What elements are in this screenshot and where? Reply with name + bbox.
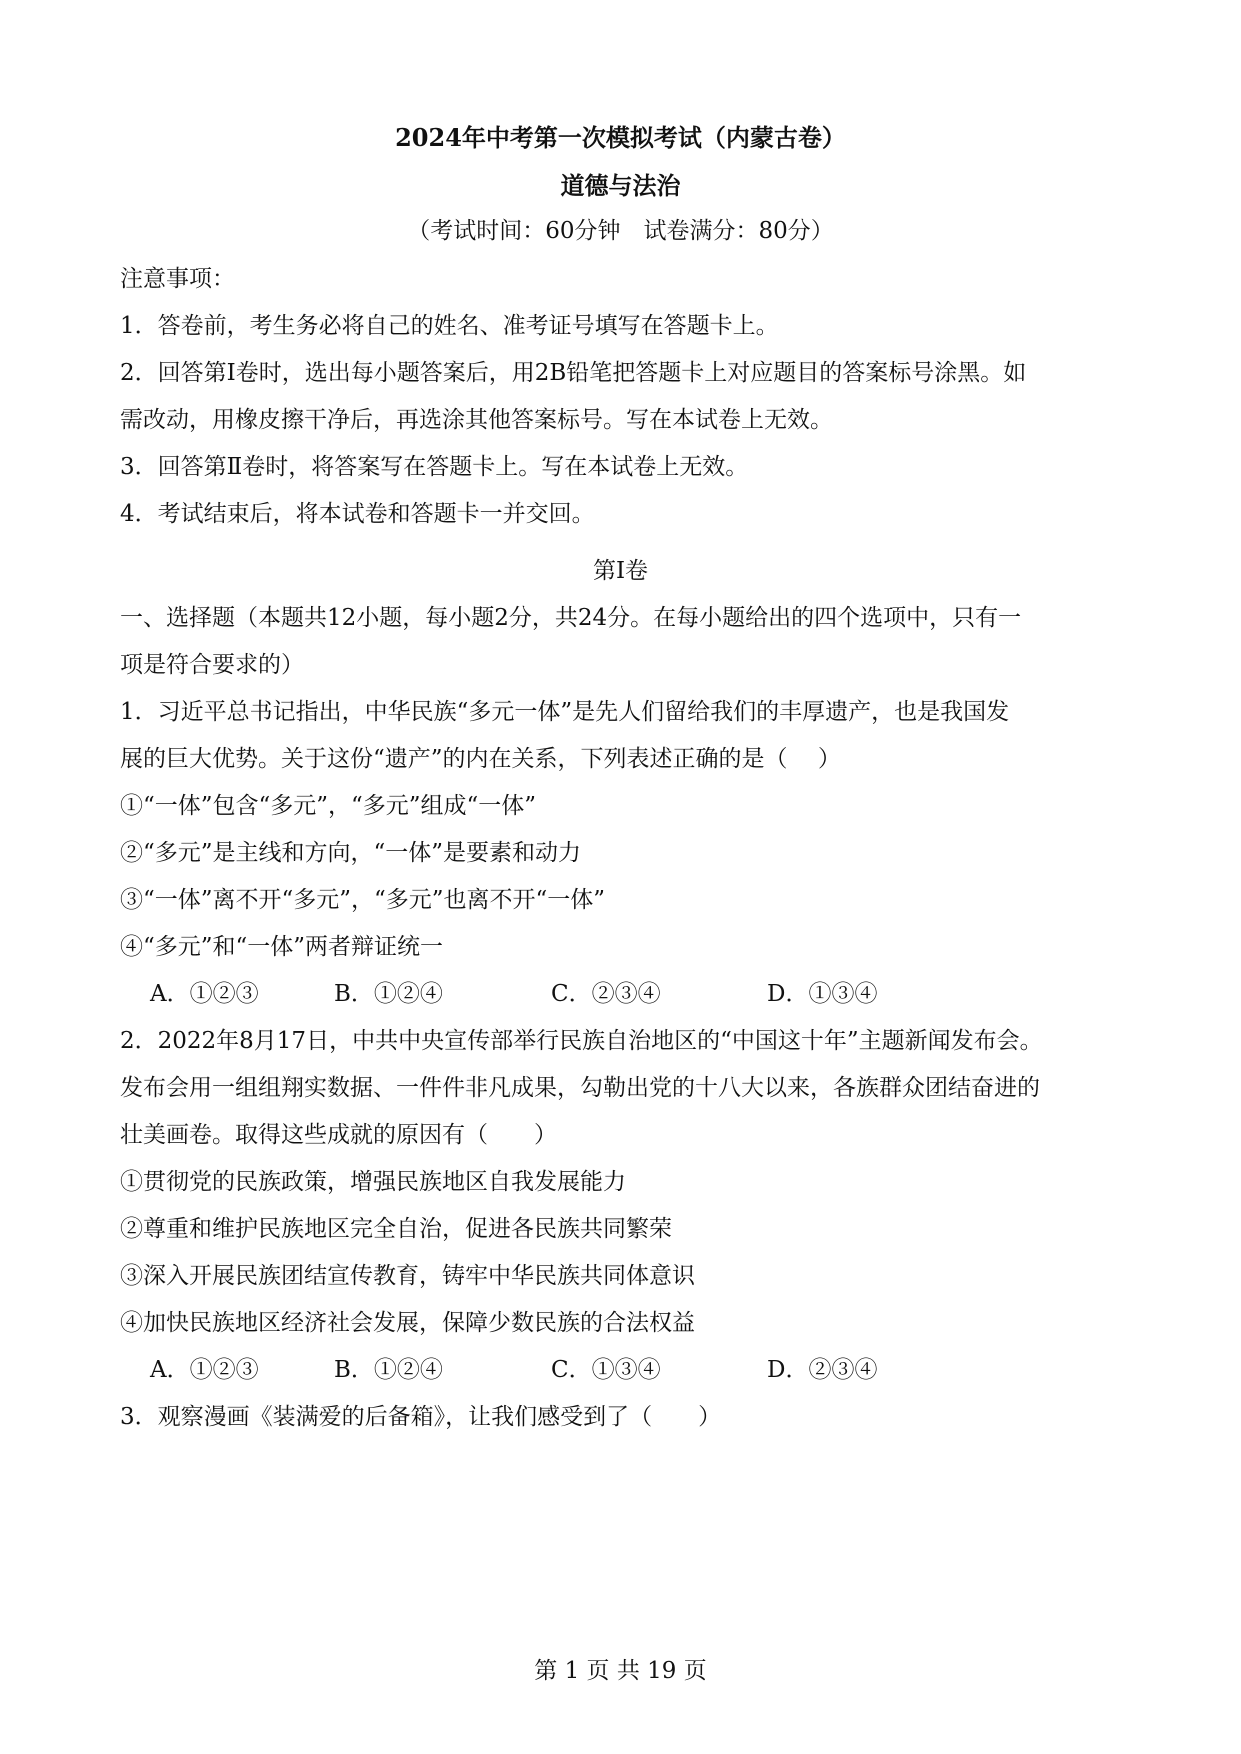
section-heading-line: 一、选择题（本题共12小题，每小题2分，共24分。在每小题给出的四个选项中，只有一 — [120, 605, 1022, 631]
question-stem-line: 壮美画卷。取得这些成就的原因有（ ） — [120, 1122, 557, 1148]
option-d: D．②③④ — [767, 1357, 878, 1383]
notice-heading: 注意事项： — [120, 266, 235, 292]
option-b: B．①②④ — [334, 981, 443, 1007]
question-stem-line: 3．观察漫画《装满爱的后备箱》，让我们感受到了（ ） — [120, 1404, 722, 1430]
notice-line: 2．回答第Ⅰ卷时，选出每小题答案后，用2B铅笔把答题卡上对应题目的答案标号涂黑。如 — [120, 360, 1027, 386]
statement: ②“多元”是主线和方向，“一体”是要素和动力 — [120, 840, 582, 866]
section-heading-line: 项是符合要求的） — [120, 652, 304, 678]
statement: ②尊重和维护民族地区完全自治，促进各民族共同繁荣 — [120, 1216, 672, 1242]
statement: ④加快民族地区经济社会发展，保障少数民族的合法权益 — [120, 1310, 695, 1336]
subject-title: 道德与法治 — [560, 171, 681, 200]
option-a: A．①②③ — [150, 1357, 259, 1383]
option-b: B．①②④ — [334, 1357, 443, 1383]
statement: ④“多元”和“一体”两者辩证统一 — [120, 934, 444, 960]
notice-line: 1．答卷前，考生务必将自己的姓名、准考证号填写在答题卡上。 — [120, 313, 779, 339]
notice-line: 3．回答第Ⅱ卷时，将答案写在答题卡上。写在本试卷上无效。 — [120, 454, 749, 480]
notice-line: 4．考试结束后，将本试卷和答题卡一并交回。 — [120, 501, 595, 527]
question-stem-line: 展的巨大优势。关于这份“遗产”的内在关系，下列表述正确的是（ ） — [120, 746, 841, 772]
exam-title: 2024年中考第一次模拟考试（内蒙古卷） — [395, 123, 846, 152]
option-a: A．①②③ — [150, 981, 259, 1007]
notice-line: 需改动，用橡皮擦干净后，再选涂其他答案标号。写在本试卷上无效。 — [120, 407, 833, 433]
option-c: C．②③④ — [551, 981, 661, 1007]
question-stem-line: 2．2022年8月17日，中共中央宣传部举行民族自治地区的“中国这十年”主题新闻发布会。 — [120, 1028, 1043, 1054]
option-d: D．①③④ — [767, 981, 878, 1007]
statement: ①贯彻党的民族政策，增强民族地区自我发展能力 — [120, 1169, 626, 1195]
exam-info: （考试时间：60分钟 试卷满分：80分） — [407, 218, 834, 244]
page-number: 第 1 页 共 19 页 — [534, 1658, 707, 1684]
volume-heading: 第Ⅰ卷 — [592, 558, 649, 584]
option-c: C．①③④ — [551, 1357, 661, 1383]
statement: ③深入开展民族团结宣传教育，铸牢中华民族共同体意识 — [120, 1263, 695, 1289]
statement: ①“一体”包含“多元”，“多元”组成“一体” — [120, 793, 537, 819]
question-stem-line: 1．习近平总书记指出，中华民族“多元一体”是先人们留给我们的丰厚遗产，也是我国发 — [120, 699, 1010, 725]
statement: ③“一体”离不开“多元”，“多元”也离不开“一体” — [120, 887, 606, 913]
question-stem-line: 发布会用一组组翔实数据、一件件非凡成果，勾勒出党的十八大以来，各族群众团结奋进的 — [120, 1075, 1040, 1101]
